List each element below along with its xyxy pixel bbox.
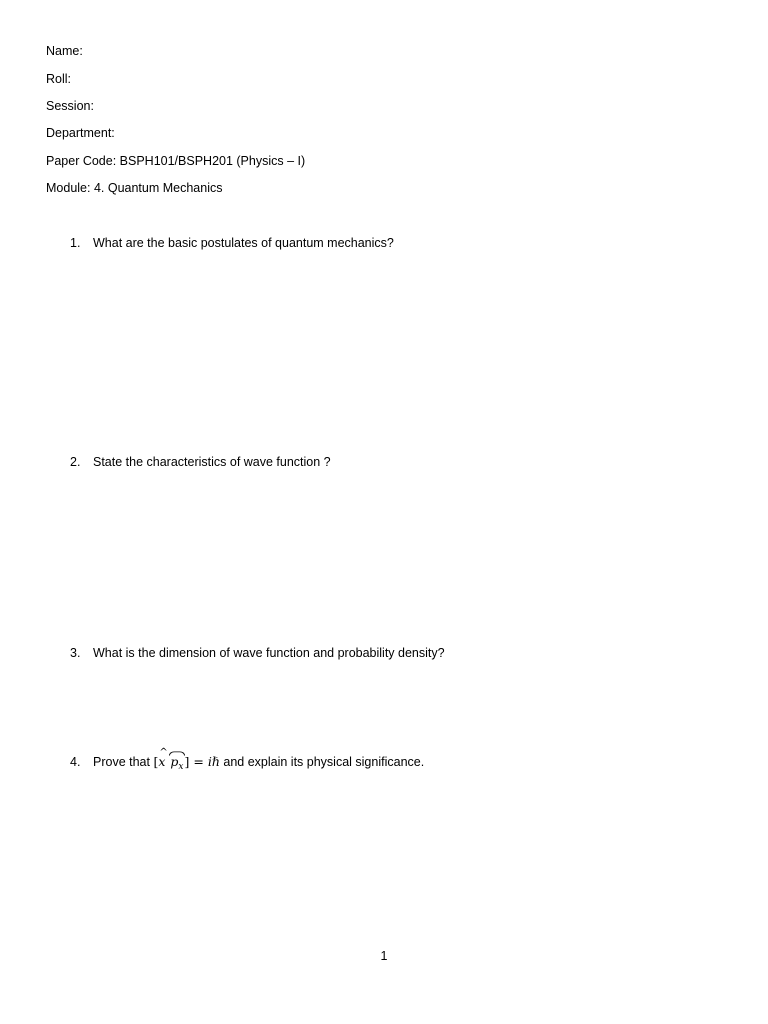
roll-field-label: Roll: [46, 72, 72, 86]
question-number: 3. [70, 646, 81, 660]
question-text: What are the basic postulates of quantum mechanics? [93, 236, 394, 250]
question-1 [70, 235, 394, 251]
session-field-label: Session: [46, 99, 94, 113]
question-text: What is the dimension of wave function and probability density? [93, 646, 445, 660]
x-hat-operator: ^ x [158, 754, 165, 770]
p-subscript: x [178, 762, 184, 772]
question-number: 2. [70, 455, 81, 469]
commutator-expression [153, 754, 220, 772]
bracket-open: [ [153, 754, 159, 769]
question-number: 1. [70, 236, 81, 250]
question-text-after: and explain its physical significance. [223, 755, 425, 769]
question-number: 4. [70, 755, 81, 769]
imaginary-unit: i [207, 754, 212, 769]
department-field-label: Department: [46, 126, 115, 140]
question-4 [70, 754, 424, 775]
p-symbol: p [170, 754, 179, 769]
p-x-hat-operator [169, 754, 184, 775]
question-2 [70, 454, 331, 470]
name-field-label: Name: [46, 44, 83, 58]
page-number: 1 [380, 949, 388, 963]
bracket-close: ] [184, 754, 190, 769]
question-text-before: Prove that [93, 755, 150, 769]
question-text: State the characteristics of wave function ? [93, 455, 331, 469]
hbar-symbol: ℏ [211, 754, 220, 769]
module-line: Module: 4. Quantum Mechanics [46, 181, 223, 195]
equals-sign: = [193, 754, 204, 769]
paper-code-line: Paper Code: BSPH101/BSPH201 (Physics – I) [46, 154, 306, 168]
question-3 [70, 645, 445, 661]
